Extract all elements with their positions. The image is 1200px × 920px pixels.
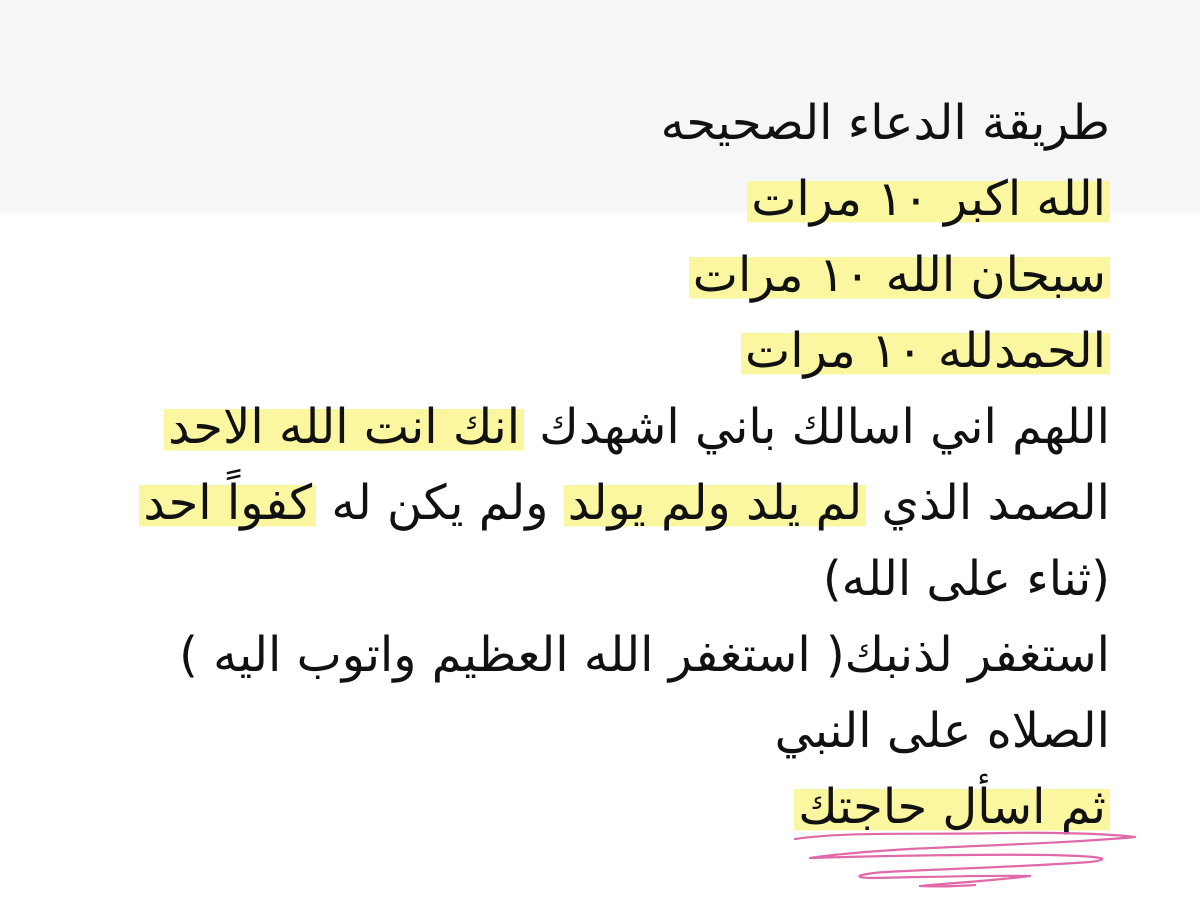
line-8-istighfar: [50, 617, 1110, 693]
line-6-text-b: ولم يكن له: [316, 475, 564, 531]
line-2-highlight: الله اكبر ١٠ مرات: [747, 171, 1110, 227]
line-6-highlight-a: لم يلد ولم يولد: [564, 475, 867, 531]
line-1-text: طريقة الدعاء الصحيحه: [660, 95, 1110, 151]
line-1-title: [50, 85, 1110, 161]
line-7-praise-note: [50, 541, 1110, 617]
line-2-takbir: [50, 161, 1110, 237]
line-6-text-a: الصمد الذي: [866, 475, 1110, 531]
line-6-supplication-cont: [50, 465, 1110, 541]
dua-document: [50, 85, 1110, 845]
line-8-text: استغفر لذنبك( استغفر الله العظيم واتوب اليه ): [179, 627, 1110, 683]
line-5-text-a: اللهم اني اسالك باني اشهدك: [524, 399, 1110, 455]
line-5-supplication: [50, 389, 1110, 465]
line-4-tahmid: [50, 313, 1110, 389]
line-7-text: (ثناء على الله): [822, 551, 1110, 607]
line-9-salawat: [50, 693, 1110, 769]
line-9-text: الصلاه على النبي: [774, 703, 1110, 759]
pink-scribble-underline: [790, 825, 1140, 895]
line-10-highlight: ثم اسأل حاجتك: [794, 779, 1110, 835]
line-3-highlight: سبحان الله ١٠ مرات: [689, 247, 1110, 303]
line-4-highlight: الحمدلله ١٠ مرات: [741, 323, 1110, 379]
line-5-highlight: انك انت الله الاحد: [164, 399, 524, 455]
line-6-highlight-b: كفواً احد: [139, 475, 316, 531]
line-3-tasbih: [50, 237, 1110, 313]
